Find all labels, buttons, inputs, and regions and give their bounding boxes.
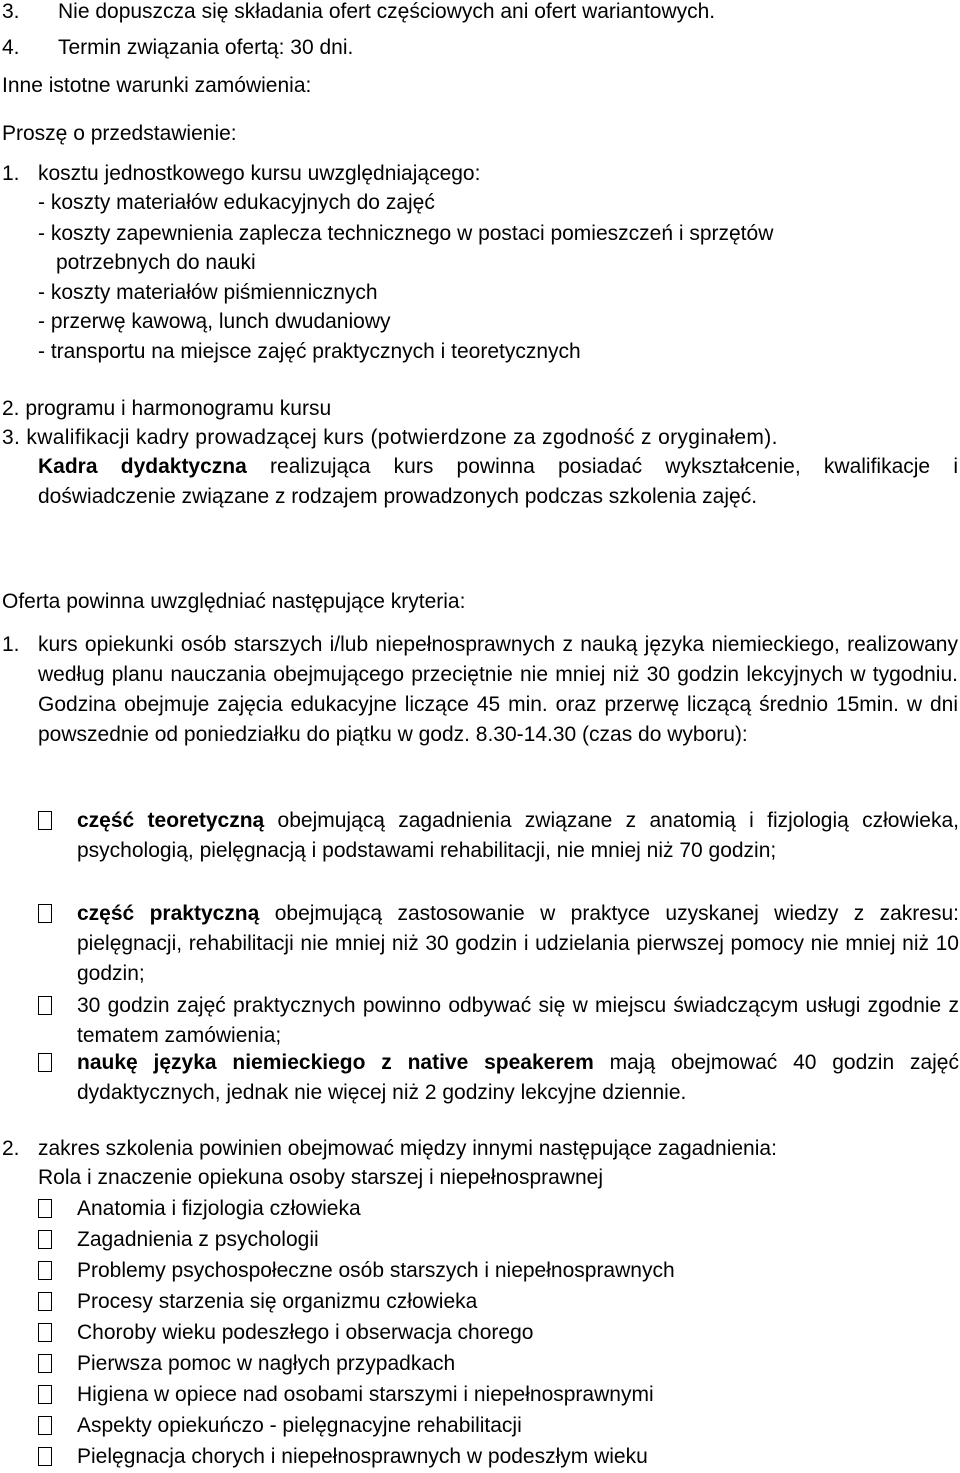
bullet-bold: naukę języka niemieckiego z native speakerem (77, 1051, 594, 1074)
scope-heading: zakres szkolenia powinien obejmować między innymi następujące zagadnienia: (38, 1137, 777, 1160)
topic-item: Pielęgnacja chorych i niepełnosprawnych w podeszłym wieku (77, 1445, 648, 1468)
item-offer-validity: Termin związania ofertą: 30 dni. (58, 36, 354, 59)
bullet-bold: część teoretyczną (77, 809, 265, 832)
topic-item: Pierwsza pomoc w nagłych przypadkach (77, 1352, 456, 1375)
teaching-staff-text: realizująca kurs powinna posiadać wykształcenie, kwalifikacje i doświadczenie związane z rodzajem prowadzonych podczas szkolenia zajęć. (38, 455, 958, 508)
cost-item: - koszty materiałów edukacyjnych do zajęć (38, 191, 435, 214)
topic-item: Procesy starzenia się organizmu człowieka (77, 1290, 478, 1313)
topic-item: Choroby wieku podeszłego i obserwacja chorego (77, 1321, 534, 1344)
checkbox-bullet-icon (38, 1292, 52, 1311)
checkbox-bullet-icon (38, 1053, 52, 1072)
bullet-bold: część praktyczną (77, 902, 260, 925)
course-description (38, 630, 958, 750)
bullet-item (77, 991, 959, 1051)
checkbox-bullet-icon (38, 1447, 52, 1466)
checkbox-bullet-icon (38, 1230, 52, 1249)
teaching-staff-paragraph (38, 452, 958, 512)
checkbox-bullet-icon (38, 811, 52, 830)
checkbox-bullet-icon (38, 1261, 52, 1280)
topic-item: Zagadnienia z psychologii (77, 1228, 319, 1251)
bullet-text: obejmującą zastosowanie w praktyce uzyskanej wiedzy z zakresu: pielęgnacji, rehabilitacji nie mniej niż 30 godzin i udzielania pierwszej pomocy nie mniej niż 10 godzin; (77, 902, 959, 985)
bullet-item (77, 899, 959, 989)
other-conditions-heading: Inne istotne warunki zamówienia: (2, 74, 312, 97)
bullet-item (77, 1048, 959, 1108)
bullet-item (77, 806, 959, 866)
cost-item: - przerwę kawową, lunch dwudaniowy (38, 310, 391, 333)
checkbox-bullet-icon (38, 1354, 52, 1373)
checkbox-bullet-icon (38, 996, 52, 1015)
checkbox-bullet-icon (38, 1199, 52, 1218)
topic-item: Problemy psychospołeczne osób starszych i niepełnosprawnych (77, 1259, 675, 1282)
bullet-text: obejmującą zagadnienia związane z anatomią i fizjologią człowieka, psychologią, pielęgnacją i podstawami rehabilitacji, nie mniej niż 70 godzin; (77, 809, 959, 862)
item-number: 1. (2, 633, 20, 656)
topic-item: Anatomia i fizjologia człowieka (77, 1197, 361, 1220)
checkbox-bullet-icon (38, 1323, 52, 1342)
item-no-partial-offers: Nie dopuszcza się składania ofert częściowych ani ofert wariantowych. (58, 0, 716, 23)
bullet-text: 30 godzin zajęć praktycznych powinno odbywać się w miejscu świadczącym usługi zgodnie z tematem zamówienia; (77, 994, 959, 1047)
criteria-heading: Oferta powinna uwzględniać następujące kryteria: (2, 590, 466, 613)
item-number: 1. (2, 162, 20, 185)
program-item: 2. programu i harmonogramu kursu (2, 397, 332, 420)
cost-item-continuation: potrzebnych do nauki (56, 251, 256, 274)
checkbox-bullet-icon (38, 1385, 52, 1404)
checkbox-bullet-icon (38, 1416, 52, 1435)
unit-cost-heading: kosztu jednostkowego kursu uwzględniającego: (38, 162, 481, 185)
item-number: 3. (2, 0, 20, 23)
checkbox-bullet-icon (38, 904, 52, 923)
topic-item: Aspekty opiekuńczo - pielęgnacyjne rehabilitacji (77, 1414, 522, 1437)
qualifications-item: 3. kwalifikacji kadry prowadzącej kurs (potwierdzone za zgodność z oryginałem). (2, 426, 778, 449)
cost-item: - koszty materiałów piśmiennicznych (38, 281, 378, 304)
please-present-heading: Proszę o przedstawienie: (2, 122, 237, 145)
course-description-text: kurs opiekunki osób starszych i/lub niepełnosprawnych z nauką języka niemieckiego, realizowany według planu nauczania obejmującego przeciętnie nie mniej niż 30 godzin lekcyjnych w tygodniu. Godzina obejmuje zajęcia edukacyjne liczące 45 min. oraz przerwę liczącą średnio 15min. w dni powszednie od poniedziałku do piątku w godz. 8.30-14.30 (czas do wyboru): (38, 633, 958, 746)
topic-item: Higiena w opiece nad osobami starszymi i niepełnosprawnymi (77, 1383, 654, 1406)
cost-item: - koszty zapewnienia zaplecza technicznego w postaci pomieszczeń i sprzętów (38, 222, 774, 245)
item-number: 4. (2, 36, 20, 59)
teaching-staff-bold: Kadra dydaktyczna (38, 455, 247, 478)
bullet-text: mają obejmować 40 godzin zajęć dydaktycznych, jednak nie więcej niż 2 godziny lekcyjne dziennie. (77, 1051, 959, 1104)
scope-subheading: Rola i znaczenie opiekuna osoby starszej i niepełnosprawnej (38, 1166, 604, 1189)
item-number: 2. (2, 1137, 20, 1160)
cost-item: - transportu na miejsce zajęć praktycznych i teoretycznych (38, 340, 581, 363)
